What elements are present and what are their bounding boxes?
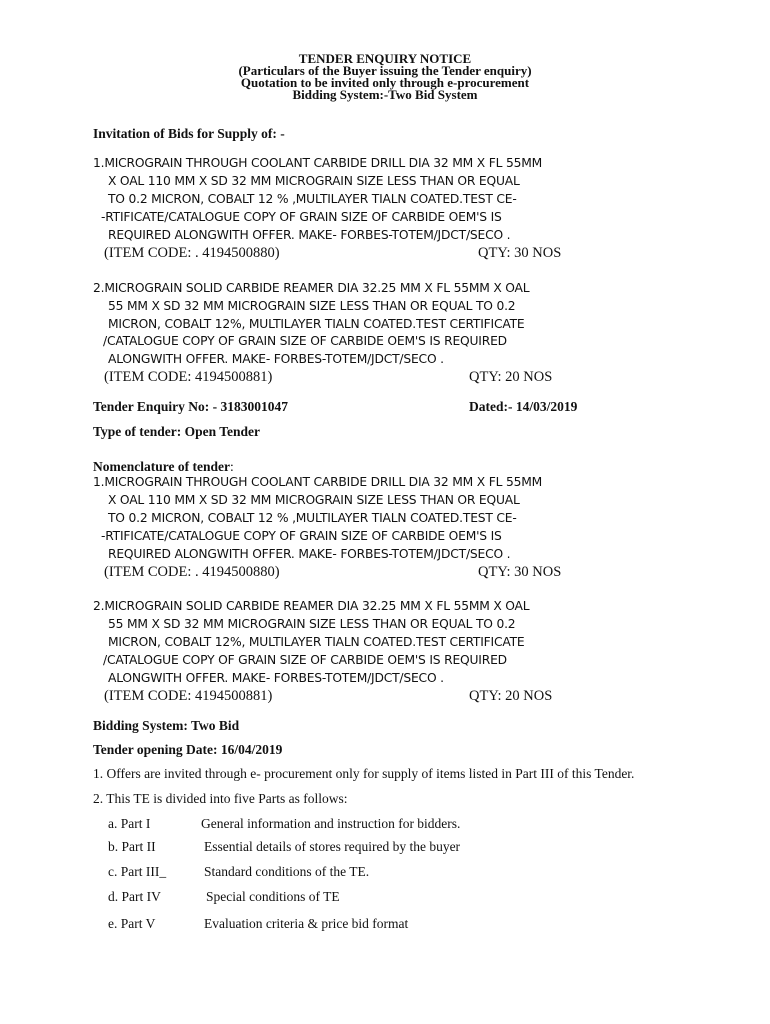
item-line: -RTIFICATE/CATALOGUE COPY OF GRAIN SIZE OF CARBIDE OEM'S IS [101,529,502,543]
item-line: TO 0.2 MICRON, COBALT 12 % ,MULTILAYER TIALN COATED.TEST CE- [108,192,517,206]
part-label: a. Part I [108,816,151,831]
item-line: /CATALOGUE COPY OF GRAIN SIZE OF CARBIDE OEM'S IS REQUIRED [103,334,507,348]
part-label: e. Part V [108,916,156,931]
header-procurement-note: Quotation to be invited only through e-procurement [240,75,530,90]
tender-opening-date: Tender opening Date: 16/04/2019 [93,742,283,757]
item-line: X OAL 110 MM X SD 32 MM MICROGRAIN SIZE LESS THAN OR EQUAL [108,493,520,507]
item-code: (ITEM CODE: . 4194500880) [104,245,280,261]
item-qty: QTY: 30 NOS [478,245,562,261]
item-code: (ITEM CODE: 4194500881) [104,688,273,704]
item-line: REQUIRED ALONGWITH OFFER. MAKE- FORBES-TOTEM/JDCT/SECO . [108,547,511,561]
nomenclature-colon: : [229,459,234,474]
item-line: MICRON, COBALT 12%, MULTILAYER TIALN COATED.TEST CERTIFICATE [108,635,525,649]
tender-enquiry-number: Tender Enquiry No: - 3183001047 [93,399,289,414]
bidding-system: Bidding System: Two Bid [93,718,240,733]
paragraph-offers: 1. Offers are invited through e- procurement only for supply of items listed in Part III of this Tender. [93,766,635,781]
item-line: /CATALOGUE COPY OF GRAIN SIZE OF CARBIDE OEM'S IS REQUIRED [103,653,507,667]
part-label: b. Part II [108,839,156,854]
item-line: 2.MICROGRAIN SOLID CARBIDE REAMER DIA 32.25 MM X FL 55MM X OAL [93,281,530,295]
part-description: Standard conditions of the TE. [204,864,370,879]
item-line: 2.MICROGRAIN SOLID CARBIDE REAMER DIA 32.25 MM X FL 55MM X OAL [93,599,530,613]
item-line: 55 MM X SD 32 MM MICROGRAIN SIZE LESS THAN OR EQUAL TO 0.2 [108,617,516,631]
item-line: MICRON, COBALT 12%, MULTILAYER TIALN COATED.TEST CERTIFICATE [108,317,525,331]
item-line: X OAL 110 MM X SD 32 MM MICROGRAIN SIZE LESS THAN OR EQUAL [108,174,520,188]
document-title: TENDER ENQUIRY NOTICE [298,51,472,66]
item-line: ALONGWITH OFFER. MAKE- FORBES-TOTEM/JDCT/SECO . [108,671,444,685]
type-of-tender: Type of tender: Open Tender [93,424,261,439]
tender-date: Dated:- 14/03/2019 [469,399,578,414]
item-qty: QTY: 30 NOS [478,564,562,580]
part-description: Evaluation criteria & price bid format [204,916,409,931]
part-description: Special conditions of TE [206,889,340,904]
part-description: Essential details of stores required by the buyer [204,839,461,854]
item-code: (ITEM CODE: 4194500881) [104,369,273,385]
item-line: 1.MICROGRAIN THROUGH COOLANT CARBIDE DRILL DIA 32 MM X FL 55MM [93,475,543,489]
item-code: (ITEM CODE: . 4194500880) [104,564,280,580]
item-line: REQUIRED ALONGWITH OFFER. MAKE- FORBES-TOTEM/JDCT/SECO . [108,228,511,242]
header-bidding-system: Bidding System:-Two Bid System [292,87,478,102]
item-line: TO 0.2 MICRON, COBALT 12 % ,MULTILAYER TIALN COATED.TEST CE- [108,511,517,525]
item-line: 1.MICROGRAIN THROUGH COOLANT CARBIDE DRILL DIA 32 MM X FL 55MM [93,156,543,170]
nomenclature-label: Nomenclature of tender [93,459,230,474]
item-qty: QTY: 20 NOS [469,688,553,704]
part-label: c. Part III_ [108,864,167,879]
item-line: 55 MM X SD 32 MM MICROGRAIN SIZE LESS THAN OR EQUAL TO 0.2 [108,299,516,313]
paragraph-parts-intro: 2. This TE is divided into five Parts as follows: [93,791,348,806]
nomenclature-heading [93,459,234,475]
item-qty: QTY: 20 NOS [469,369,553,385]
part-description: General information and instruction for bidders. [201,816,461,831]
invitation-label: Invitation of Bids for Supply of: - [93,126,285,141]
part-label: d. Part IV [108,889,161,904]
item-line: -RTIFICATE/CATALOGUE COPY OF GRAIN SIZE OF CARBIDE OEM'S IS [101,210,502,224]
item-line: ALONGWITH OFFER. MAKE- FORBES-TOTEM/JDCT/SECO . [108,352,444,366]
header-subtitle: (Particulars of the Buyer issuing the Tender enquiry) [238,63,532,78]
